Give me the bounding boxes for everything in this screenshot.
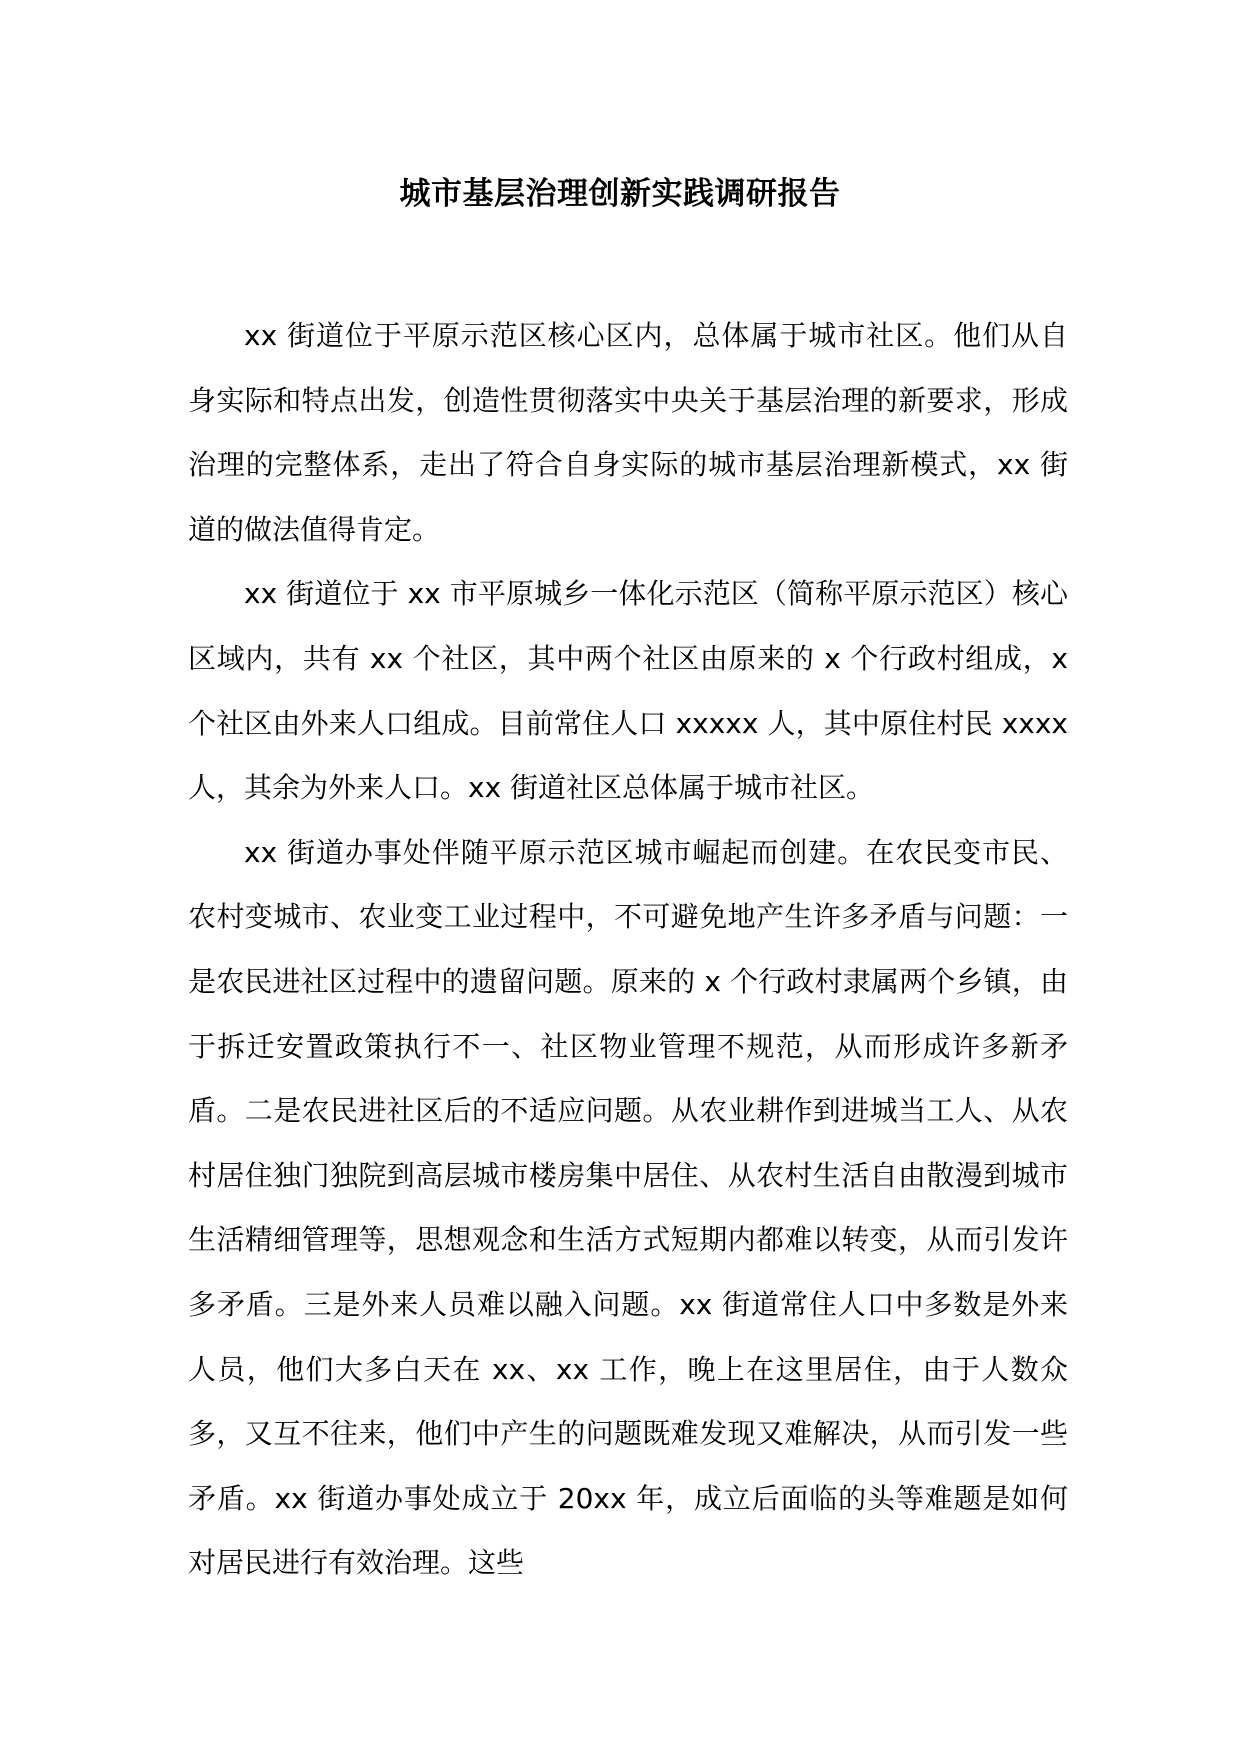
paragraph-problems: xx 街道办事处伴随平原示范区城市崛起而创建。在农民变市民、农村变城市、农业变工业过程中，不可避免地产生许多矛盾与问题：一是农民进社区过程中的遗留问题。原来的 x 个行政村隶属两个乡镇，由于拆迁安置政策执行不一、社区物业管理不规范，从而形成许多新矛盾。二是农民进社区后的不适应问题。从农业耕作到进城当工人、从农村居住独门独院到高层城市楼房集中居住、从农村生活自由散漫到城市生活精细管理等，思想观念和生活方式短期内都难以转变，从而引发许多矛盾。三是外来人员难以融入问题。xx 街道常住人口中多数是外来人员，他们大多白天在 xx、xx 工作，晚上在这里居住，由于人数众多，又互不往来，他们中产生的问题既难发现又难解决，从而引发一些矛盾。xx 街道办事处成立于 20xx 年，成立后面临的头等难题是如何对居民进行有效治理。这些 (188, 835, 1068, 1580)
paragraph-intro: xx 街道位于平原示范区核心区内，总体属于城市社区。他们从自身实际和特点出发，创造性贯彻落实中央关于基层治理的新要求，形成治理的完整体系，走出了符合自身实际的城市基层治理新模式，xx 街道的做法值得肯定。 (188, 319, 1068, 546)
document-title: 城市基层治理创新实践调研报告 (399, 176, 841, 212)
document-body (188, 304, 1068, 1596)
paragraph-location: xx 街道位于 xx 市平原城乡一体化示范区（简称平原示范区）核心区域内，共有 xx 个社区，其中两个社区由原来的 x 个行政村组成，x 个社区由外来人口组成。目前常住人口 xxxxx 人，其中原住村民 xxxx 人，其余为外来人口。xx 街道社区总体属于城市社区。 (188, 577, 1068, 805)
